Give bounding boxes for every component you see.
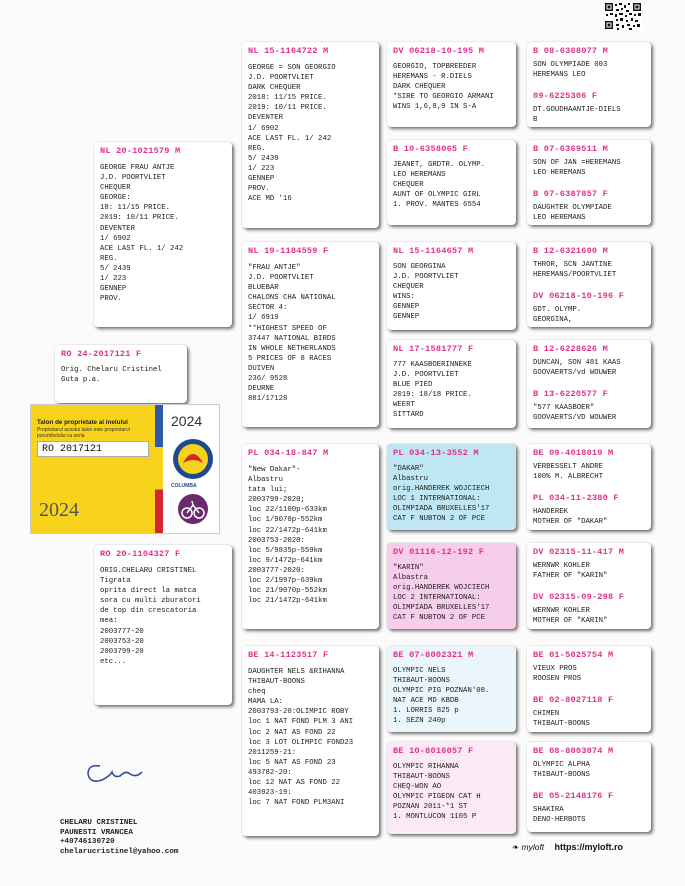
g5-pair-card xyxy=(527,140,651,225)
grandparent-card xyxy=(242,646,379,836)
pigeon-notes: VIEUX PROS ROOSEN PROS xyxy=(533,665,582,684)
pigeon-notes: "577 KAASBOER" GOOVAERTS/VD WOUWER xyxy=(533,404,617,423)
cyclist-logo-icon xyxy=(177,493,209,525)
ring-number: BE 09-4018019 M xyxy=(533,448,614,458)
columba-logo-icon xyxy=(171,437,215,481)
brand-url[interactable]: https://myloft.ro xyxy=(554,842,624,852)
ring-number: BE 14-1123517 F xyxy=(248,650,329,660)
sire-card xyxy=(94,142,232,327)
g5-pair-card xyxy=(527,543,651,629)
great-grandparent-card xyxy=(387,242,516,330)
ring-number: BE 08-8003074 M xyxy=(533,746,614,756)
talon-year-bottom: 2024 xyxy=(39,499,79,521)
ring-number: B 12-6228626 M xyxy=(533,344,608,354)
pigeon-notes: DAUGHTER NELS &RIHANNA THIBAUT-BOONS cheq MAMA LA: 2003793-20:OLIMPIC ROBY loc 1 NAT FOND PLM 3 ANI loc 2 NAT AS FOND 22 loc 3 LOT OLIMPIC FOND23 2011259-21: loc 5 NAT AS FOND 23 493782-20: loc 12 NAT AS FOND 22 403923-19: loc 7 NAT FOND PLM3ANI xyxy=(248,668,354,808)
great-grandparent-card xyxy=(387,444,516,530)
great-grandparent-card xyxy=(387,742,516,834)
ring-number: PL 034-11-2380 F xyxy=(533,493,619,504)
g5-pair-card xyxy=(527,42,651,127)
ring-number: DV 02315-09-298 F xyxy=(533,592,625,603)
pigeon-notes: THROR, SCN JANTINE HEREMANS/POORTVLIET xyxy=(533,261,617,280)
pigeon-notes: 777 KAASBOERINNEKE J.D. POORTVLIET BLUE PIED 2019: 18/18 PRICE. WEERT SITTARD xyxy=(393,361,472,420)
owner-email: chelarucristinel@yahoo.com xyxy=(60,847,179,856)
brand-name: myloft xyxy=(521,842,545,852)
ring-number: BE 01-5025754 M xyxy=(533,650,614,660)
ring-number: DV 02315-11-417 M xyxy=(533,547,625,557)
pigeon-notes: Orig. Chelaru Cristinel Guta p.a. xyxy=(61,366,162,385)
pigeon-notes: "FRAU ANTJE" J.D. POORTVLIET BLUEBAR CHALONS CHA NATIONAL SECTOR 4: 1/ 6919 **HIGHEST SPEED OF 37447 NATIONAL BIRDS IN WHOLE NETHERLANDS 5 PRICES OF 8 RACES DUIVEN 236/ 9528 DEURNE 881/17128 xyxy=(248,264,336,404)
g5-pair-card xyxy=(527,646,651,732)
ring-number: DV 01116-12-192 F xyxy=(393,547,485,557)
pigeon-notes: "New Dakar"- Albastru tata lui; 2003799-2020; loc 22/1100p-633km loc 1/9070p-552km loc 22/1472p-641km 2003753-2020: loc 5/9835p-559km loc 9/1472p-641km 2003777-2020: loc 2/1997p-639km loc 21/9070p-552km loc 21/1472p-641km xyxy=(248,466,327,606)
talon-ring-field: RO 2017121 xyxy=(37,441,149,457)
g5-pair-card xyxy=(527,444,651,530)
ring-number: B 07-6387857 F xyxy=(533,189,608,200)
ring-number: RO 20-1104327 F xyxy=(100,549,181,559)
pigeon-notes: GEORGE FRAU ANTJE J.D. POORTVLIET CHEQUER GEORGE: 18: 11/15 PRICE. 2019: 10/11 PRICE. DEVENTER 1/ 6902 ACE LAST FL. 1/ 242 REG. 5/ 2439 1/ 223 GENNEP PROV. xyxy=(100,164,184,304)
pigeon-notes: OLYMPIC NELS THIBAUT-BOONS OLYMPIC PIG POZNAN'08. NAT ACE MD KBDB 1. LORRIS 825 p 1. SEZN 240p xyxy=(393,667,490,726)
ring-number: NL 19-1184559 F xyxy=(248,246,329,256)
great-grandparent-card xyxy=(387,543,516,629)
ring-number: NL 15-1164657 M xyxy=(393,246,474,256)
brand-footer xyxy=(512,842,623,853)
ring-number: RO 24-2017121 F xyxy=(61,349,142,359)
pigeon-notes: WERNWR KOHLER MOTHER OF "KARIN" xyxy=(533,607,608,626)
ring-number: DV 06218-10-195 M xyxy=(393,46,485,56)
myloft-logo-icon: ❧ xyxy=(512,842,520,852)
ring-number: BE 02-8027118 F xyxy=(533,695,614,706)
ring-number: PL 034-13-3552 M xyxy=(393,448,479,458)
talon-year-top: 2024 xyxy=(171,413,203,429)
ring-number: B 08-6368077 M xyxy=(533,46,608,56)
great-grandparent-card xyxy=(387,140,516,225)
ring-number: DV 06218-10-196 F xyxy=(533,291,625,302)
pigeon-notes: GEORGE = SON GEORGIO J.D. POORTVLIET DARK CHEQUER 2018: 11/15 PRICE. 2019: 10/11 PRICE. DEVENTER 1/ 6902 ACE LAST FL. 1/ 242 REG. 5/ 2439 1/ 223 GENNEP PROV. ACE MD '16 xyxy=(248,64,336,204)
great-grandparent-card xyxy=(387,646,516,732)
pigeon-notes: SON GEORGINA J.D. POORTVLIET CHEQUER WINS: GENNEP GENNEP xyxy=(393,263,459,322)
pigeon-notes: VERBESSELT ANDRE 100% M. ALBRECHT xyxy=(533,463,604,482)
ring-number: NL 20-1021579 M xyxy=(100,146,181,156)
ring-number: NL 17-1581777 F xyxy=(393,344,474,354)
pigeon-notes: DT.GOUDHAANTJE-DIELS B xyxy=(533,106,621,125)
dam-card xyxy=(94,545,232,705)
pigeon-notes: JEANET, GRDTR. OLYMP. LEO HEREMANS CHEQUER AUNT OF OLYMPIC GIRL 1. PROV. MANTES 6554 xyxy=(393,161,485,210)
pigeon-notes: ORIG.CHELARU CRISTINEL Tigrata oprita direct la matca sora cu multi zburatori de top din crescatoria mea: 2003777-20 2003753-20 2003799-20 etc... xyxy=(100,567,201,666)
pigeon-notes: OLYMPIC RIHANNA THIBAUT-BOONS CHEQ-WON AO OLYMPIC PIGEON CAT H POZNAN 2011-*1 ST 1. MONTLUCON 1105 P xyxy=(393,763,481,822)
pigeon-notes: CHIMEN THIBAUT-BOONS xyxy=(533,710,590,729)
ring-number: BE 07-8002321 M xyxy=(393,650,474,660)
talon-brand: COLUMBA xyxy=(171,483,197,489)
ring-number: B 07-6369511 M xyxy=(533,144,608,154)
talon-title: Talon de proprietate al inelului xyxy=(37,419,128,426)
ring-number: PL 034-18-847 M xyxy=(248,448,329,458)
pigeon-notes: "DAKAR" Albastru orig.HANDEREK WOJCIECH LOC 1 INTERNATIONAL: OLIMPIADA BRUXELLES'17 CAT F NUBTON 2 OF PCE xyxy=(393,465,490,524)
grandparent-card xyxy=(242,242,379,427)
ring-number: B 12-6321600 M xyxy=(533,246,608,256)
pigeon-notes: SHAKIRA DENO-HERBOTS xyxy=(533,806,586,825)
pigeon-notes: DUNCAN, SON 481 KAAS GOOVAERTS/vd WOUWER xyxy=(533,359,621,378)
g5-pair-card xyxy=(527,340,651,428)
ring-number: B 13-6220577 F xyxy=(533,389,608,400)
ring-number: NL 15-1164722 M xyxy=(248,46,329,56)
great-grandparent-card xyxy=(387,42,516,127)
ownership-talon xyxy=(30,404,220,534)
pigeon-notes: DAUGHTER OLYMPIADE LEO HEREMANS xyxy=(533,204,612,223)
pigeon-notes: SON OF JAN =HEREMANS LEO HEREMANS xyxy=(533,159,621,178)
talon-subtitle: Proprietarul acestui talon este proprietarul porumbelului cu seria xyxy=(37,427,130,439)
ring-number: BE 05-2148176 F xyxy=(533,791,614,802)
grandparent-card xyxy=(242,444,379,629)
great-grandparent-card xyxy=(387,340,516,428)
owner-phone: +40746130720 xyxy=(60,838,115,846)
g5-pair-card xyxy=(527,242,651,327)
ring-number: 09-6225306 F xyxy=(533,91,598,102)
pigeon-notes: "KARIN" Albastra orig.HANDEREK WOJCIECH LOC 2 INTERNATIONAL: OLIMPIADA BRUXELLES'17 CAT F NUBTON 2 OF PCE xyxy=(393,564,490,623)
signature-icon xyxy=(84,760,146,786)
pigeon-notes: HANDEREK MOTHER OF "DAKAR" xyxy=(533,508,608,527)
pigeon-notes: GDT. OLYMP. GEORGINA, xyxy=(533,306,582,325)
pigeon-notes: GEORGIO, TOPBREEDER HEREMANS - R.DIELS DARK CHEQUER *SIRE TO GEORGIO ARMANI WINS 1,6,8,9 IN S-A xyxy=(393,63,494,112)
qr-code-icon xyxy=(604,2,642,30)
owner-name: CHELARU CRISTINEL xyxy=(60,819,138,827)
owner-contact xyxy=(60,819,178,857)
subject-card xyxy=(55,345,187,403)
ring-number: BE 10-8016057 F xyxy=(393,746,474,756)
g5-pair-card xyxy=(527,742,651,832)
tricolor-stripe xyxy=(155,405,163,533)
grandparent-card xyxy=(242,42,379,228)
pigeon-notes: SON OLYMPIADE 003 HEREMANS LEO xyxy=(533,61,608,80)
owner-location: PAUNESTI VRANCEA xyxy=(60,828,133,837)
pigeon-notes: OLYMPIC ALPHA THIBAUT-BOONS xyxy=(533,761,590,780)
pigeon-notes: WERNWR KOHLER FATHER OF "KARIN" xyxy=(533,562,608,581)
ring-number: B 10-6358065 F xyxy=(393,144,468,154)
